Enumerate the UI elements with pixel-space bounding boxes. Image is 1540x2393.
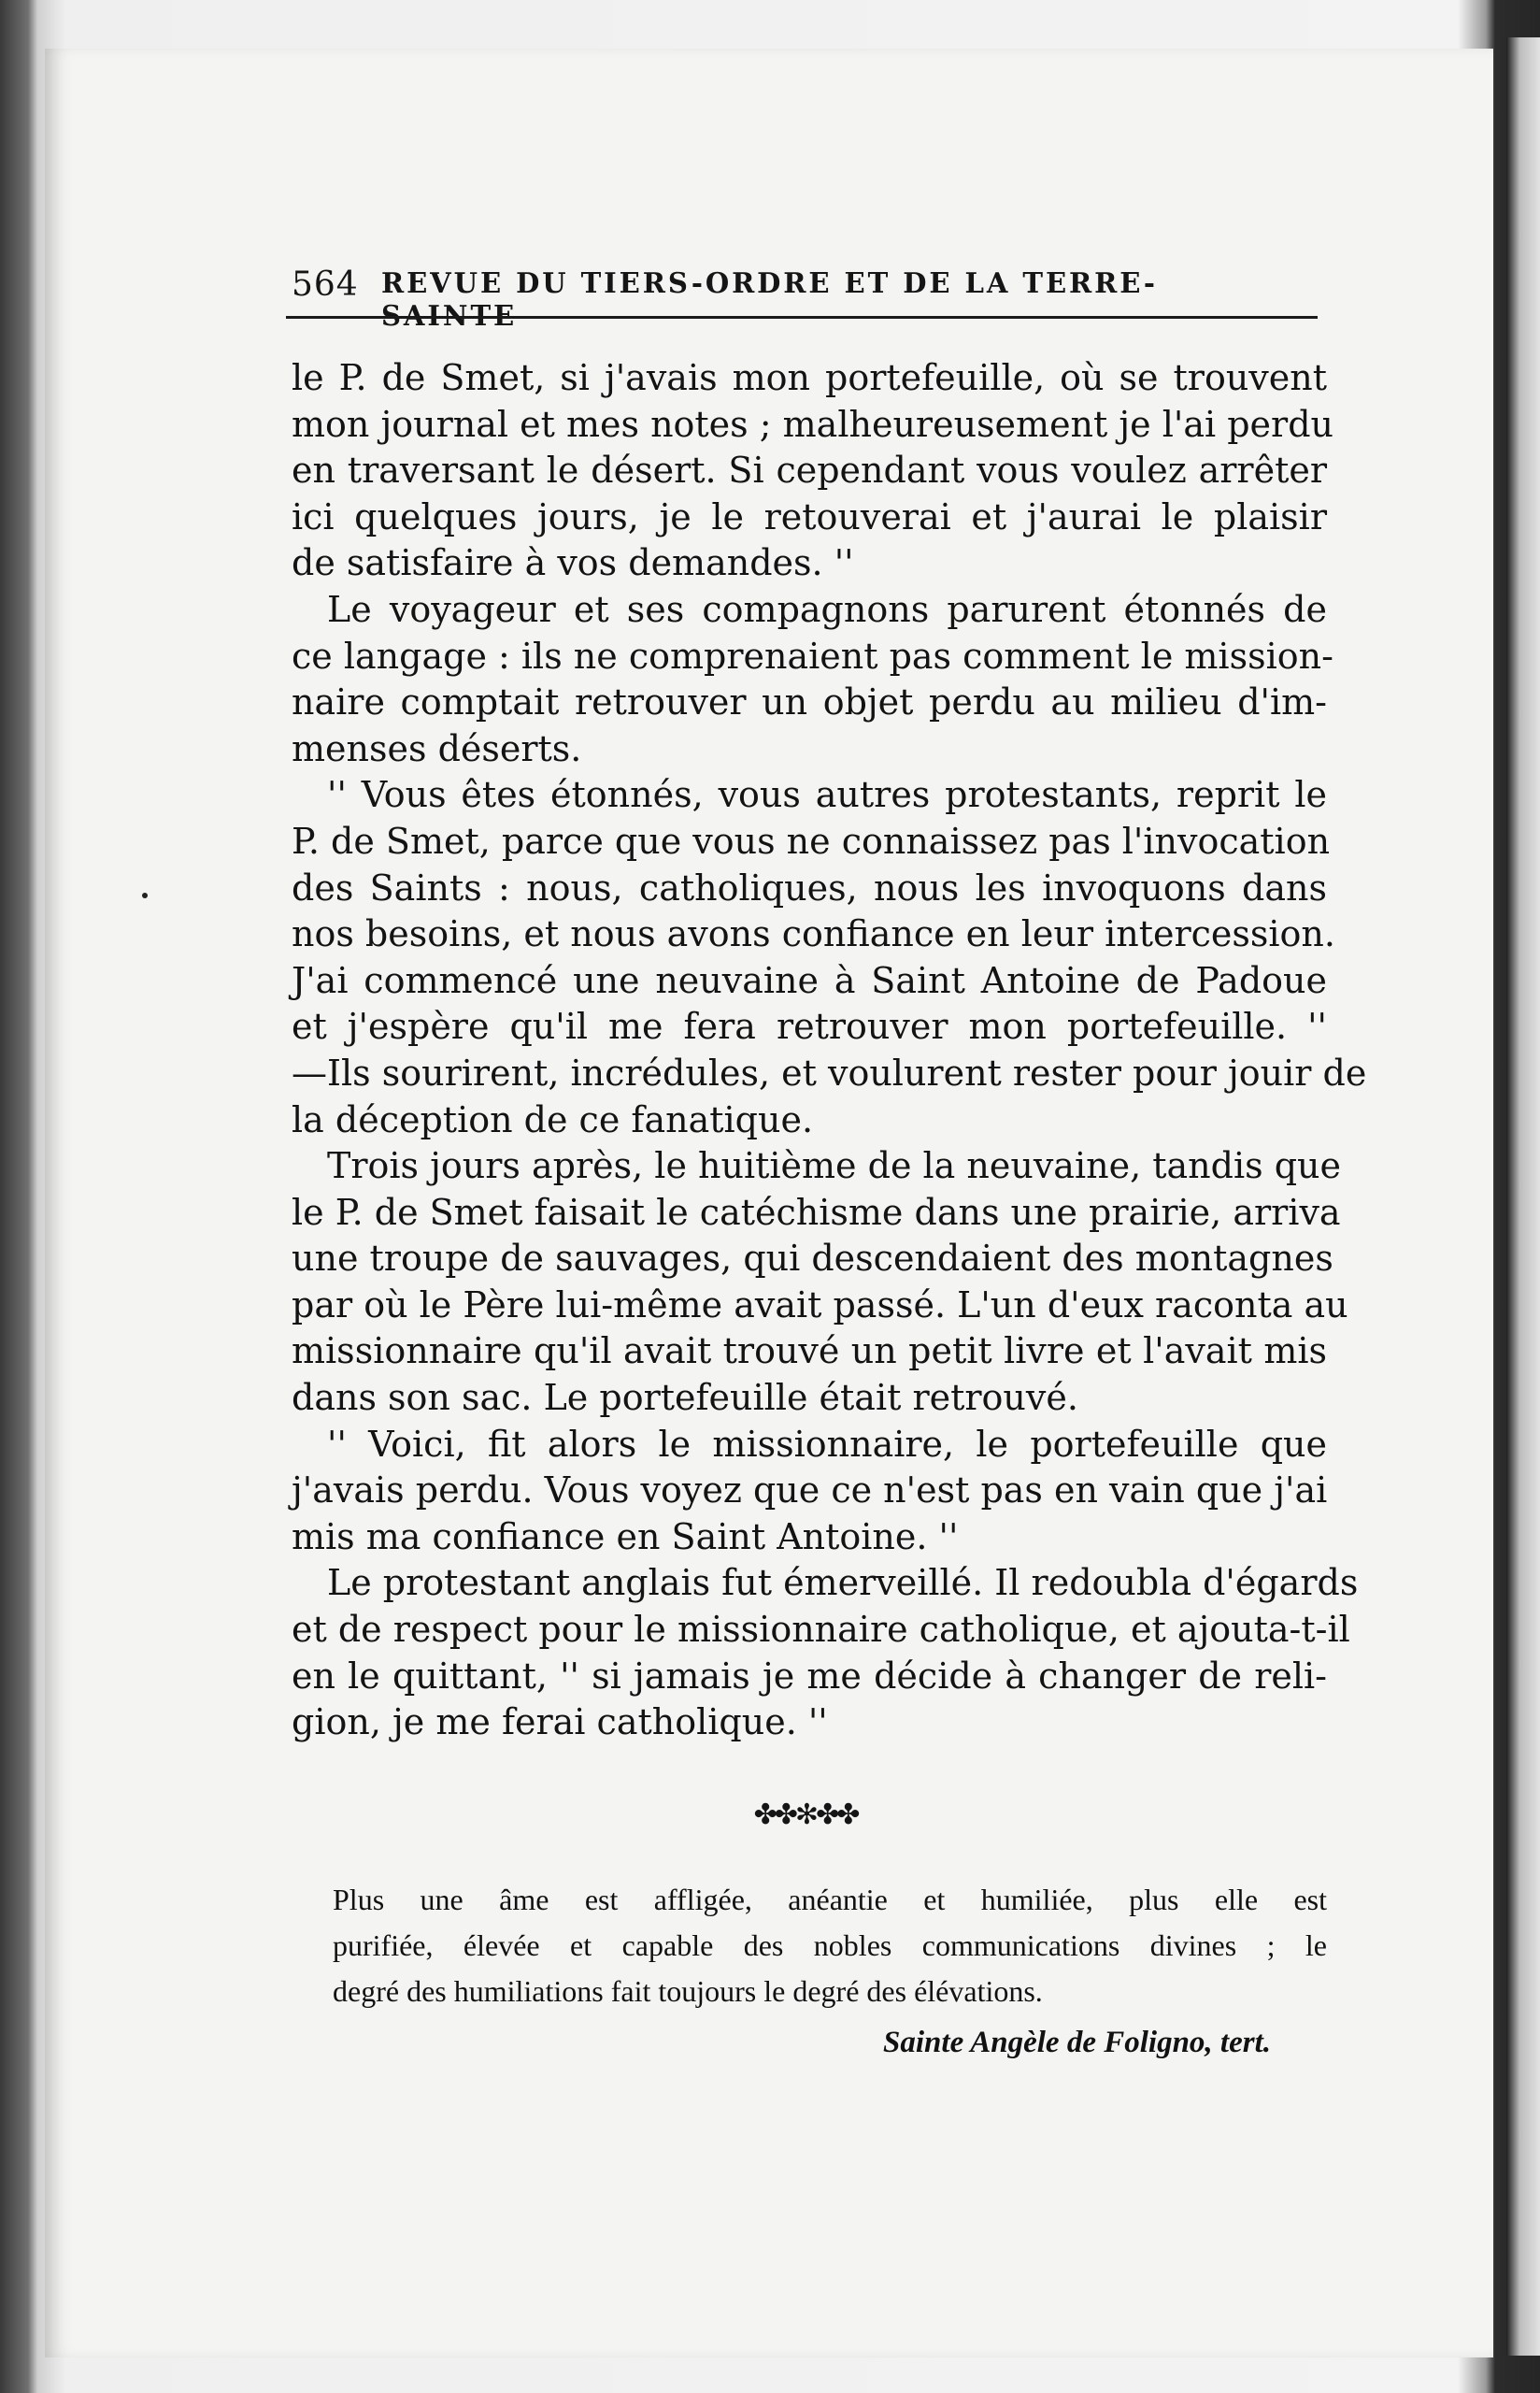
text-line: dans son sac. Le portefeuille était retrouvé. [292, 1377, 1078, 1419]
quote-line: purifiée, élevée et capable des nobles communications divines ; le [333, 1928, 1327, 1962]
text-line: ici quelques jours, je le retouverai et j'aurai le plaisir [292, 495, 1327, 537]
text-line: une troupe de sauvages, qui descendaient des montagnes [292, 1238, 1333, 1280]
text-line: Le voyageur et ses compagnons parurent étonnés de [327, 588, 1327, 630]
text-line: j'avais perdu. Vous voyez que ce n'est pas en vain que j'ai [292, 1469, 1328, 1512]
quote-line: Plus une âme est affligée, anéantie et humiliée, plus elle est [333, 1883, 1327, 1916]
text-line: la déception de ce fanatique. [292, 1098, 814, 1140]
text-line: menses déserts. [292, 727, 582, 769]
page-header [292, 265, 1319, 333]
text-line: naire comptait retrouver un objet perdu au milieu d'im- [292, 681, 1327, 724]
text-line: le P. de Smet faisait le catéchisme dans une prairie, arriva [292, 1191, 1341, 1233]
text-line: P. de Smet, parce que vous ne connaissez pas l'invocation [292, 820, 1331, 862]
text-line: '' Voici, fit alors le missionnaire, le portefeuille que [327, 1423, 1327, 1465]
section-ornament: ✤✤✻✤✤ [753, 1798, 858, 1831]
text-line: mis ma confiance en Saint Antoine. '' [292, 1515, 959, 1557]
adjacent-page-edge [1506, 37, 1540, 2356]
text-line: en le quittant, '' si jamais je me décide à changer de reli- [292, 1655, 1327, 1697]
text-line: missionnaire qu'il avait trouvé un petit livre et l'avait mis [292, 1330, 1327, 1372]
text-line: gion, je me ferai catholique. '' [292, 1701, 828, 1743]
text-line: et j'espère qu'il me fera retrouver mon portefeuille. '' [292, 1006, 1327, 1048]
text-line: en traversant le désert. Si cependant vous voulez arrêter [292, 450, 1327, 492]
text-line: —Ils sourirent, incrédules, et voulurent rester pour jouir de [292, 1052, 1367, 1094]
text-line: ce langage : ils ne comprenaient pas comment le mission- [292, 635, 1333, 677]
page-number: 564 [292, 265, 359, 304]
header-rule [286, 316, 1318, 319]
text-line: J'ai commencé une neuvaine à Saint Antoine de Padoue [292, 959, 1327, 1001]
text-line: des Saints : nous, catholiques, nous les invoquons dans [292, 867, 1327, 909]
body-text [292, 355, 1367, 1746]
quote-attribution: Sainte Angèle de Foligno, tert. [883, 2026, 1271, 2059]
text-line: de satisfaire à vos demandes. '' [292, 542, 854, 584]
text-line: et de respect pour le missionnaire catholique, et ajouta-t-il [292, 1609, 1350, 1651]
text-line: mon journal et mes notes ; malheureusement je l'ai perdu [292, 403, 1333, 445]
quote-line: degré des humiliations fait toujours le degré des élévations. [333, 1974, 1043, 2008]
text-line: '' Vous êtes étonnés, vous autres protestants, reprit le [327, 774, 1327, 816]
running-title: REVUE DU TIERS-ORDRE ET DE LA TERRE-SAINTE [381, 267, 1158, 333]
text-line: nos besoins, et nous avons confiance en leur intercession. [292, 913, 1335, 955]
text-line: par où le Père lui-même avait passé. L'un d'eux raconta au [292, 1283, 1348, 1325]
text-line: Trois jours après, le huitième de la neuvaine, tandis que [327, 1145, 1341, 1187]
closing-quote [333, 1877, 1327, 2014]
text-line: le P. de Smet, si j'avais mon portefeuille, où se trouvent [292, 357, 1327, 398]
text-line: Le protestant anglais fut émerveillé. Il redoubla d'égards [327, 1562, 1359, 1604]
print-speck [142, 893, 148, 898]
